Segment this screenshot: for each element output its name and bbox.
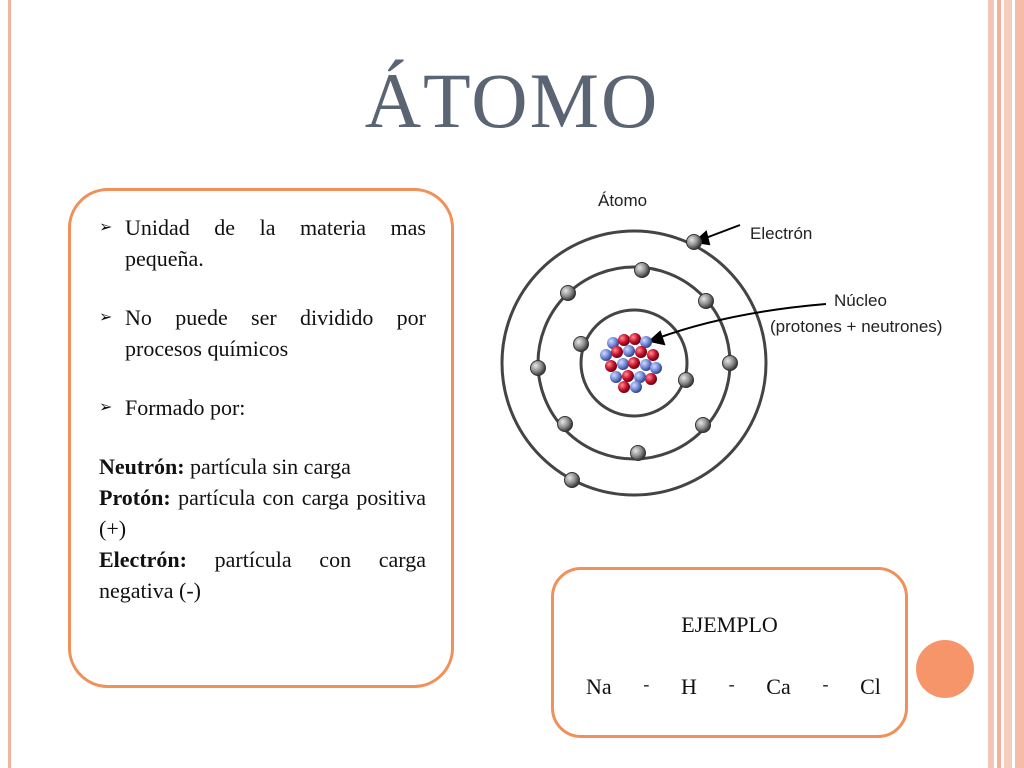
- definition-text: partícula con carga negativa (-): [99, 547, 426, 603]
- bullet-text: Formado por:: [125, 395, 246, 420]
- bullet-item: [99, 212, 426, 274]
- definition-text: partícula con carga positiva (+): [99, 485, 426, 541]
- element-symbol: Cl: [860, 674, 881, 699]
- electron-label: Electrón: [750, 224, 813, 243]
- arrow-bullet-icon: ➢: [99, 309, 113, 326]
- electron: [679, 373, 694, 388]
- definition-content: [99, 212, 426, 606]
- example-card: [551, 567, 908, 738]
- element-symbol: Na: [586, 674, 612, 699]
- example-elements: [586, 674, 881, 700]
- arrow-bullet-icon: ➢: [99, 219, 113, 236]
- definition-neutron: [99, 451, 426, 482]
- electron: [699, 294, 714, 309]
- nucleus-sublabel: (protones + neutrones): [770, 317, 943, 336]
- electron: [631, 446, 646, 461]
- bullet-item: [99, 302, 426, 364]
- electron: [565, 473, 580, 488]
- electron-arrow: [703, 225, 740, 239]
- slide-title: ÁTOMO: [364, 57, 660, 144]
- electron: [723, 356, 738, 371]
- element-separator: -: [728, 674, 735, 694]
- nucleus-label: Núcleo: [834, 291, 887, 310]
- electron: [558, 417, 573, 432]
- diagram-title: Átomo: [598, 191, 648, 210]
- bullet-item: [99, 392, 426, 423]
- bullet-text: Unidad de la materia mas pequeña.: [125, 215, 426, 271]
- decorative-circle: [916, 640, 974, 698]
- definition-term: Neutrón:: [99, 454, 185, 479]
- electron: [561, 286, 576, 301]
- electron: [574, 337, 589, 352]
- bullet-text: No puede ser dividido por procesos químicos: [125, 305, 426, 361]
- element-separator: -: [643, 674, 650, 694]
- electron: [696, 418, 711, 433]
- example-label: EJEMPLO: [681, 612, 778, 637]
- atom-diagram: [490, 180, 970, 510]
- element-separator: -: [822, 674, 829, 694]
- definition-term: Electrón:: [99, 547, 187, 572]
- element-symbol: Ca: [766, 674, 791, 699]
- electron: [531, 361, 546, 376]
- arrow-bullet-icon: ➢: [99, 399, 113, 416]
- nucleus-arrow-head: [650, 332, 664, 344]
- electron: [635, 263, 650, 278]
- electron: [687, 235, 702, 250]
- definition-term: Protón:: [99, 485, 171, 510]
- definition-proton: [99, 482, 426, 544]
- definition-text: partícula sin carga: [184, 454, 351, 479]
- definition-electron: [99, 544, 426, 606]
- element-symbol: H: [681, 674, 697, 699]
